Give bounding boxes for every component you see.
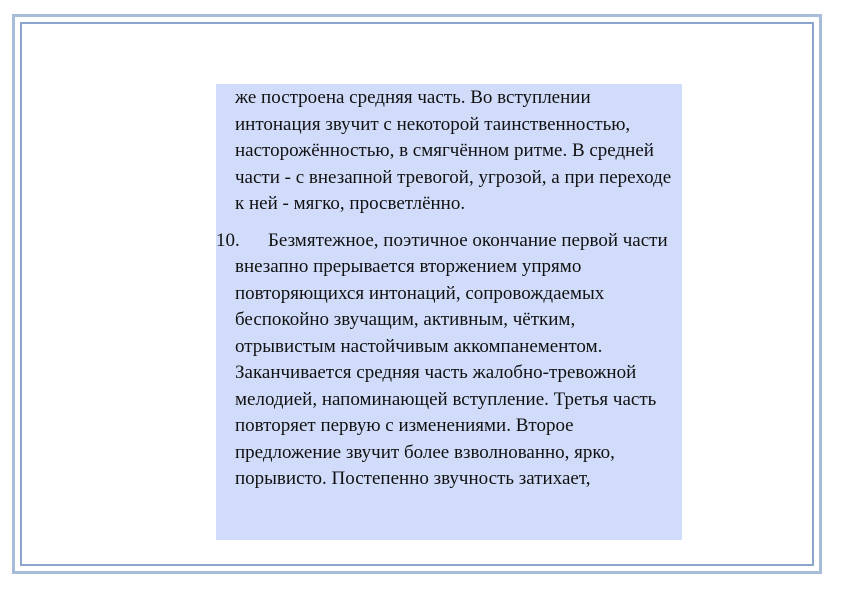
text-box bbox=[216, 84, 682, 540]
list-item-10 bbox=[216, 228, 682, 493]
continued-paragraph: же построена средняя часть. Во вступлении интонация звучит с некоторой таинственностью, насторожённостью, в смягчённом ритме. В средней части - с внезапной тревогой, угрозой, а при переходе к ней - мягко, просветлённо. bbox=[235, 87, 672, 214]
list-item-text: Безмятежное, поэтичное окончание первой части внезапно прерывается вторжением упрямо повторяющихся интонаций, сопровождаемых беспокойно звучащим, активным, чётким, отрывистым настойчивым аккомпанементом. Заканчивается средняя часть жалобно-тревожной мелодией, напоминающей вступление. Третья часть повторяет первую с изменениями. Второе предложение звучит более взволнованно, ярко, порывисто. Постепенно звучность затихает, bbox=[235, 229, 668, 489]
list-item-number: 10. bbox=[216, 229, 240, 251]
